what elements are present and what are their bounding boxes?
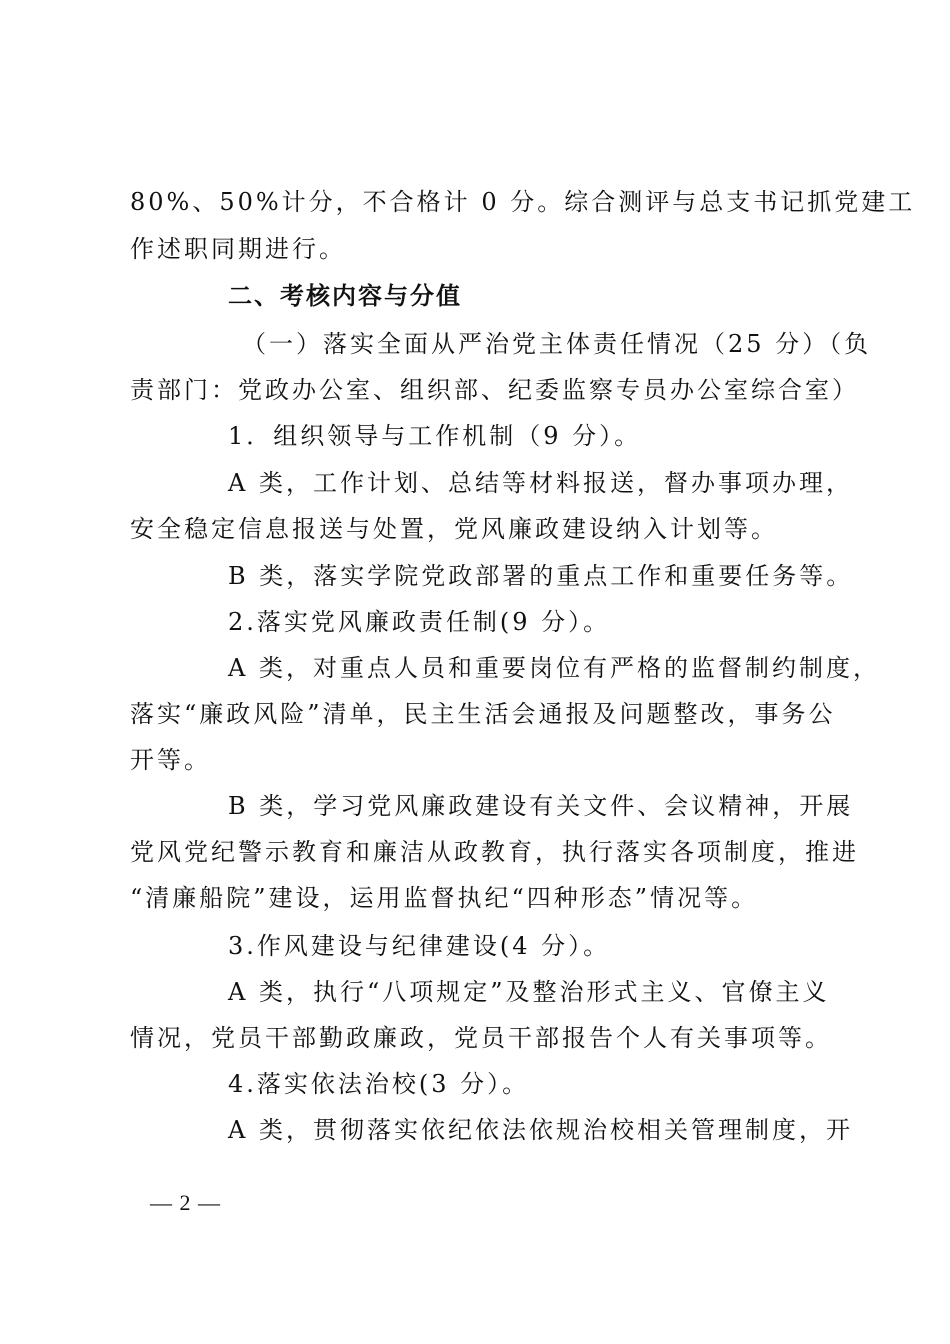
paragraph-line: A 类，贯彻落实依纪依法依规治校相关管理制度，开	[228, 1116, 853, 1144]
paragraph-line: A 类，执行“八项规定”及整治形式主义、官僚主义	[228, 978, 830, 1006]
paragraph-line: 开等。	[130, 746, 211, 774]
paragraph-line: 安全稳定信息报送与处置，党风廉政建设纳入计划等。	[130, 515, 778, 543]
paragraph-line: A 类，对重点人员和重要岗位有严格的监督制约制度，	[228, 654, 880, 682]
item-heading: 3.作风建设与纪律建设(4 分）。	[228, 932, 611, 960]
item-heading: 2.落实党风廉政责任制(9 分）。	[228, 608, 611, 636]
paragraph-line: 80%、50%计分，不合格计 0 分。综合测评与总支书记抓党建工	[130, 188, 916, 216]
paragraph-line: 情况，党员干部勤政廉政，党员干部报告个人有关事项等。	[130, 1024, 832, 1052]
item-heading: 4.落实依法治校(3 分）。	[228, 1070, 530, 1098]
page-number: — 2 —	[150, 1190, 221, 1215]
item-heading: 1．组织领导与工作机制（9 分）。	[228, 422, 642, 450]
paragraph-line: B 类，学习党风廉政建设有关文件、会议精神，开展	[228, 792, 854, 820]
paragraph-line: 作述职同期进行。	[130, 235, 346, 263]
paragraph-line: A 类，工作计划、总结等材料报送，督办事项办理，	[228, 469, 853, 497]
paragraph-line: 落实“廉政风险”清单，民主生活会通报及问题整改，事务公	[130, 700, 836, 728]
section-heading: 二、考核内容与分值	[228, 281, 462, 310]
paragraph-line: “清廉船院”建设，运用监督执纪“四种形态”情况等。	[130, 884, 759, 912]
paragraph-line: B 类，落实学院党政部署的重点工作和重要任务等。	[228, 562, 854, 590]
paragraph-line: 责部门：党政办公室、组织部、纪委监察专员办公室综合室）	[130, 376, 859, 404]
paragraph-line: 党风党纪警示教育和廉洁从政教育，执行落实各项制度，推进	[130, 838, 859, 866]
subsection-heading: （一）落实全面从严治党主体责任情况（25 分）（负	[242, 330, 872, 358]
